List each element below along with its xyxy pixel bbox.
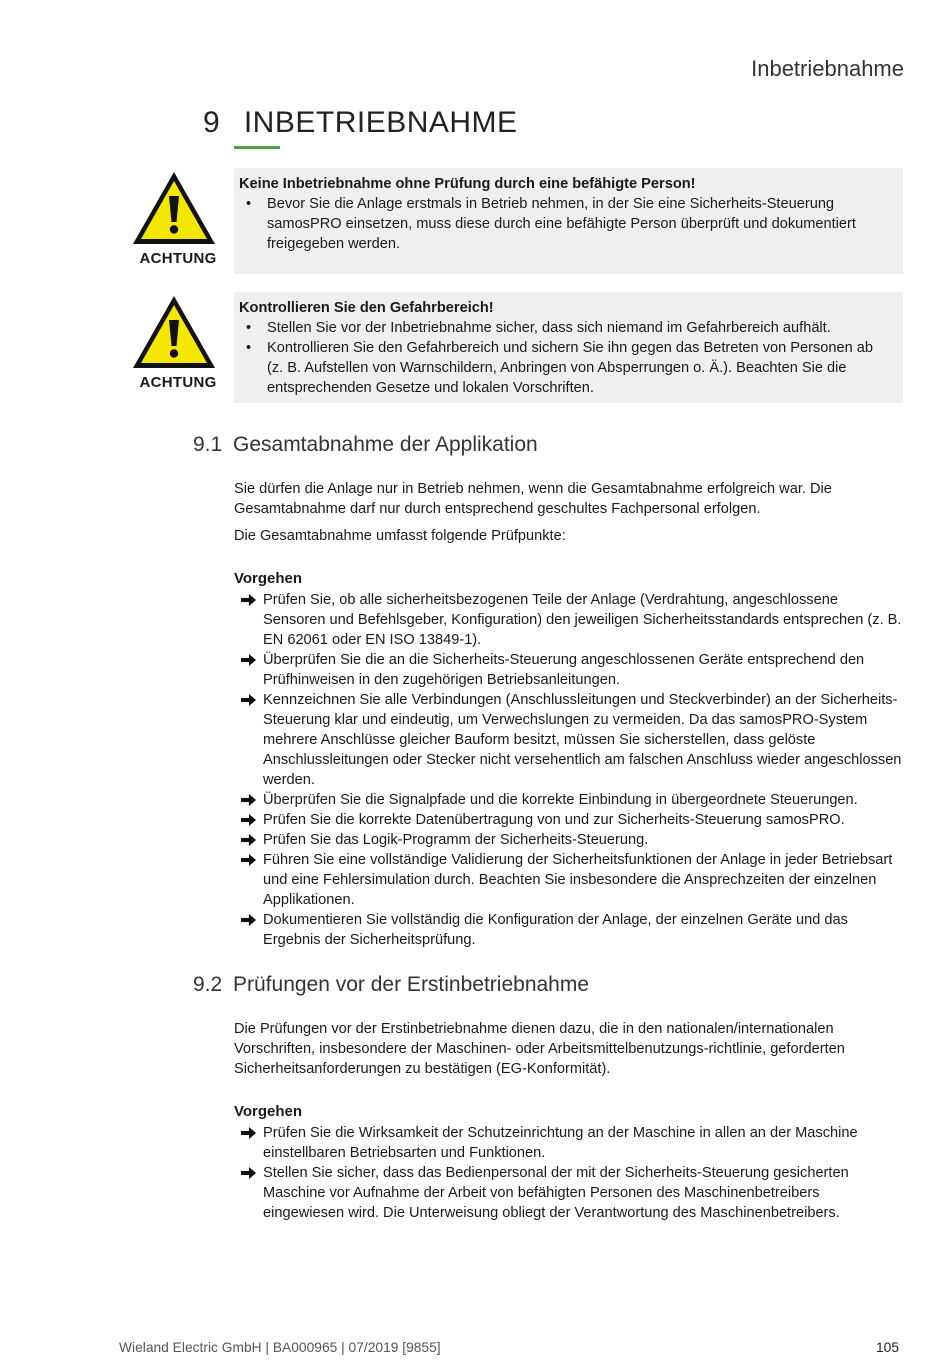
step-text: Dokumentieren Sie vollständig die Konfiguration der Anlage, der einzelnen Geräte und das Ergebnis der Sicherheitsprüfung.	[263, 912, 848, 948]
step-text: Führen Sie eine vollständige Validierung der Sicherheitsfunktionen der Anlage in jeder Betriebsart und eine Fehlersimulation durch. Beachten Sie insbesondere die Ansprechzeiten der einzelnen Applikationen.	[263, 852, 893, 908]
arrow-right-icon	[241, 854, 256, 866]
warning-triangle-icon	[131, 294, 217, 370]
warning-item: • Stellen Sie vor der Inbetriebnahme sicher, dass sich niemand im Gefahrbereich aufhält.	[239, 318, 889, 338]
procedure-label: Vorgehen	[234, 570, 303, 587]
section-body	[234, 479, 903, 553]
arrow-right-icon	[241, 834, 256, 846]
warning-item: • Kontrollieren Sie den Gefahrbereich und sichern Sie ihn gegen das Betreten von Personen ab (z. B. Aufstellen von Warnschildern, Anbringen von Absperrungen o. Ä.). Beachten Sie die entsprechenden Gesetze und lokalen Vorschriften.	[239, 338, 889, 398]
section-title: Prüfungen vor der Erstinbetriebnahme	[233, 973, 590, 996]
step-text: Überprüfen Sie die an die Sicherheits-Steuerung angeschlossenen Geräte entsprechend den Prüfhinweisen in den zugehörigen Betriebsanleitungen.	[263, 652, 865, 688]
chapter-number: 9	[203, 106, 221, 139]
arrow-right-icon	[241, 1167, 256, 1179]
arrow-right-icon	[241, 794, 256, 806]
warning-label: ACHTUNG	[139, 250, 217, 267]
procedure-step	[234, 790, 903, 810]
chapter-heading	[203, 106, 518, 140]
procedure-steps	[234, 590, 903, 950]
footer-imprint: Wieland Electric GmbH | BA000965 | 07/2019 [9855]	[119, 1340, 441, 1355]
procedure-step	[234, 910, 903, 950]
warning-item: • Bevor Sie die Anlage erstmals in Betrieb nehmen, in der Sie eine Sicherheits-Steuerung samosPRO einsetzen, muss diese durch eine befähigte Person überprüft und dokumentiert freigegeben werden.	[239, 194, 889, 254]
step-text: Prüfen Sie die Wirksamkeit der Schutzeinrichtung an der Maschine in allen an der Maschine einstellbaren Betriebsarten und Funktionen.	[263, 1125, 858, 1161]
section-number: 9.1	[193, 433, 223, 456]
warning-box	[234, 168, 903, 274]
arrow-right-icon	[241, 914, 256, 926]
arrow-right-icon	[241, 814, 256, 826]
step-text: Prüfen Sie die korrekte Datenübertragung von und zur Sicherheits-Steuerung samosPRO.	[263, 812, 845, 828]
section-heading	[193, 433, 538, 457]
arrow-right-icon	[241, 654, 256, 666]
step-text: Prüfen Sie das Logik-Programm der Sicherheits-Steuerung.	[263, 832, 649, 848]
warning-list	[239, 318, 889, 398]
warning-title: Kontrollieren Sie den Gefahrbereich!	[239, 300, 494, 316]
step-text: Prüfen Sie, ob alle sicherheitsbezogenen Teile der Anlage (Verdrahtung, angeschlossene Sensoren und Befehlsgeber, Konfiguration) den jeweiligen Sicherheitsstandards entsprechen (z. B. EN 62061 oder EN ISO 13849-1).	[263, 592, 902, 648]
paragraph: Sie dürfen die Anlage nur in Betrieb nehmen, wenn die Gesamtabnahme erfolgreich war. Die Gesamtabnahme darf nur durch entsprechend geschultes Fachpersonal erfolgen.	[234, 481, 832, 517]
procedure-step	[234, 590, 903, 650]
arrow-right-icon	[241, 594, 256, 606]
arrow-right-icon	[241, 1127, 256, 1139]
chapter-title: INBETRIEBNAHME	[243, 106, 518, 139]
warning-box	[234, 292, 903, 403]
chapter-underline	[234, 146, 280, 149]
step-text: Kennzeichnen Sie alle Verbindungen (Anschlussleitungen und Steckverbinder) an der Sicherheits-Steuerung klar und eindeutig, um Verwechslungen zu vermeiden. Da das samosPRO-System mehrere Anschlüsse gleicher Bauform besitzt, müssen Sie sicherstellen, dass gelöste Anschlussleitungen oder Stecker nicht versehentlich am falschen Anschluss wieder angeschlossen werden.	[263, 692, 902, 788]
section-body	[234, 1019, 903, 1086]
arrow-right-icon	[241, 694, 256, 706]
section-heading	[193, 973, 589, 997]
procedure-step	[234, 850, 903, 910]
procedure-label: Vorgehen	[234, 1103, 303, 1120]
warning-title: Keine Inbetriebnahme ohne Prüfung durch eine befähigte Person!	[239, 176, 696, 192]
procedure-steps	[234, 1123, 903, 1223]
procedure-step	[234, 690, 903, 790]
procedure-step	[234, 1123, 903, 1163]
warning-label: ACHTUNG	[139, 374, 217, 391]
warning-triangle-icon	[131, 170, 217, 246]
procedure-step	[234, 830, 903, 850]
running-header: Inbetriebnahme	[751, 56, 904, 81]
page-number: 105	[875, 1340, 899, 1355]
step-text: Überprüfen Sie die Signalpfade und die korrekte Einbindung in übergeordnete Steuerungen.	[263, 792, 858, 808]
procedure-step	[234, 650, 903, 690]
section-number: 9.2	[193, 973, 223, 996]
warning-list	[239, 194, 889, 254]
paragraph: Die Gesamtabnahme umfasst folgende Prüfpunkte:	[234, 528, 566, 544]
procedure-step	[234, 810, 903, 830]
step-text: Stellen Sie sicher, dass das Bedienpersonal der mit der Sicherheits-Steuerung gesicherten Maschine vor Aufnahme der Arbeit von befähigten Personen des Maschinenbetreibers eingewiesen wird. Die Unterweisung obliegt der Verantwortung des Maschinenbetreibers.	[263, 1165, 849, 1221]
section-title: Gesamtabnahme der Applikation	[233, 433, 538, 456]
paragraph: Die Prüfungen vor der Erstinbetriebnahme dienen dazu, die in den nationalen/internationalen Vorschriften, insbesondere der Maschinen- oder Arbeitsmittelbenutzungs-richtlinie, geforderten Sicherheitsanforderungen zu bestätigen (EG-Konformität).	[234, 1021, 845, 1077]
procedure-step	[234, 1163, 903, 1223]
